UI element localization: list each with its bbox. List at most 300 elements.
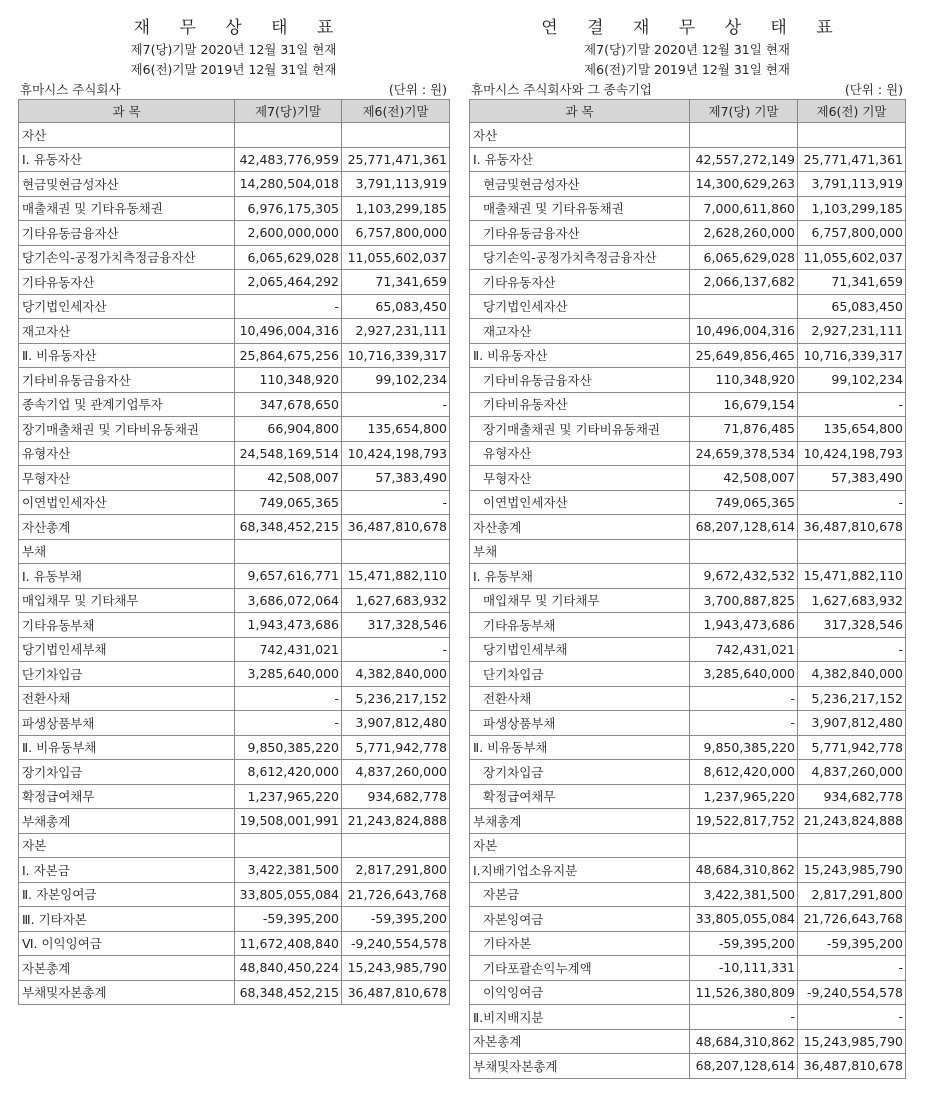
table-row — [19, 637, 450, 662]
account-cell: Ⅰ. 유동부채 — [470, 564, 690, 589]
account-cell: 기타유동자산 — [19, 270, 235, 295]
current-value-cell: -59,395,200 — [690, 931, 798, 956]
table-row — [470, 196, 906, 221]
account-cell: 당기법인세자산 — [19, 294, 235, 319]
current-value-cell: 16,679,154 — [690, 392, 798, 417]
table-row — [19, 147, 450, 172]
table-row — [19, 368, 450, 393]
separate-balance-sheet — [18, 0, 449, 1005]
table-row — [470, 833, 906, 858]
prior-value-cell: 36,487,810,678 — [342, 515, 450, 540]
prior-value-cell: 21,243,824,888 — [798, 809, 906, 834]
prior-value-cell: - — [798, 490, 906, 515]
prior-value-cell: 71,341,659 — [798, 270, 906, 295]
prior-value-cell: 3,907,812,480 — [342, 711, 450, 736]
table-row — [470, 931, 906, 956]
account-cell: 매출채권 및 기타유동채권 — [19, 196, 235, 221]
table-row — [470, 294, 906, 319]
current-value-cell: 3,422,381,500 — [235, 858, 342, 883]
table-row — [19, 539, 450, 564]
account-cell: Ⅵ. 이익잉여금 — [19, 931, 235, 956]
table-row — [470, 490, 906, 515]
account-cell: 전환사채 — [19, 686, 235, 711]
prior-value-cell: 15,243,985,790 — [798, 858, 906, 883]
current-value-cell: 9,850,385,220 — [235, 735, 342, 760]
current-value-cell: 749,065,365 — [690, 490, 798, 515]
prior-value-cell: 5,236,217,152 — [342, 686, 450, 711]
current-value-cell: 347,678,650 — [235, 392, 342, 417]
current-value-cell: 68,207,128,614 — [690, 515, 798, 540]
table-row — [470, 809, 906, 834]
current-value-cell: 2,066,137,682 — [690, 270, 798, 295]
prior-value-cell: 10,716,339,317 — [798, 343, 906, 368]
prior-value-cell: 1,103,299,185 — [342, 196, 450, 221]
current-value-cell: 10,496,004,316 — [690, 319, 798, 344]
account-cell: 부채총계 — [19, 809, 235, 834]
prior-value-cell: 25,771,471,361 — [798, 147, 906, 172]
table-row — [470, 1029, 906, 1054]
company-unit-line — [469, 81, 905, 99]
table-row — [19, 711, 450, 736]
current-value-cell — [235, 539, 342, 564]
current-value-cell: 68,207,128,614 — [690, 1054, 798, 1079]
table-row — [470, 956, 906, 981]
balance-table — [18, 99, 450, 1005]
current-value-cell: 6,065,629,028 — [690, 245, 798, 270]
prior-value-cell: 1,627,683,932 — [798, 588, 906, 613]
table-row — [470, 637, 906, 662]
current-value-cell: 24,548,169,514 — [235, 441, 342, 466]
account-cell: 기타자본 — [470, 931, 690, 956]
current-period: 제7(당)기말 2020년 12월 31일 현재 — [584, 42, 790, 57]
prior-value-cell: 71,341,659 — [342, 270, 450, 295]
table-row — [19, 784, 450, 809]
prior-value-cell: 6,757,800,000 — [342, 221, 450, 246]
current-value-cell: 2,628,260,000 — [690, 221, 798, 246]
balance-table — [469, 99, 906, 1079]
table-row — [19, 735, 450, 760]
current-value-cell — [235, 833, 342, 858]
prior-value-cell: 934,682,778 — [798, 784, 906, 809]
header-prior: 제6(전) 기말 — [798, 100, 906, 123]
prior-value-cell: 15,471,882,110 — [342, 564, 450, 589]
prior-value-cell: 3,791,113,919 — [798, 172, 906, 197]
table-row — [470, 270, 906, 295]
account-cell: 부채및자본총계 — [19, 980, 235, 1005]
account-cell: 장기차입금 — [19, 760, 235, 785]
account-cell: 재고자산 — [470, 319, 690, 344]
table-row — [470, 441, 906, 466]
statement-title: 연 결 재 무 상 태 표 — [541, 18, 845, 38]
current-value-cell: 11,672,408,840 — [235, 931, 342, 956]
current-value-cell: 6,065,629,028 — [235, 245, 342, 270]
table-row — [470, 466, 906, 491]
account-cell: 기타유동부채 — [19, 613, 235, 638]
prior-value-cell: 10,424,198,793 — [342, 441, 450, 466]
account-cell: 자본총계 — [19, 956, 235, 981]
table-row — [19, 564, 450, 589]
header-current: 제7(당)기말 — [235, 100, 342, 123]
table-row — [470, 711, 906, 736]
account-cell: 파생상품부채 — [19, 711, 235, 736]
table-row — [19, 466, 450, 491]
prior-value-cell: 5,771,942,778 — [342, 735, 450, 760]
account-cell: Ⅱ. 비유동부채 — [470, 735, 690, 760]
account-cell: 매입채무 및 기타채무 — [19, 588, 235, 613]
prior-value-cell — [342, 123, 450, 148]
current-value-cell: 110,348,920 — [235, 368, 342, 393]
table-row — [470, 662, 906, 687]
account-cell: 자산 — [19, 123, 235, 148]
current-value-cell: 48,684,310,862 — [690, 1029, 798, 1054]
current-value-cell: 749,065,365 — [235, 490, 342, 515]
prior-value-cell: 36,487,810,678 — [798, 1054, 906, 1079]
account-cell: 파생상품부채 — [470, 711, 690, 736]
current-value-cell: 42,483,776,959 — [235, 147, 342, 172]
account-cell: 장기차입금 — [470, 760, 690, 785]
prior-value-cell: 57,383,490 — [342, 466, 450, 491]
account-cell: 부채및자본총계 — [470, 1054, 690, 1079]
table-row — [470, 784, 906, 809]
prior-value-cell: 3,791,113,919 — [342, 172, 450, 197]
account-cell: 기타유동금융자산 — [19, 221, 235, 246]
current-value-cell: 6,976,175,305 — [235, 196, 342, 221]
account-cell: Ⅰ. 유동자산 — [470, 147, 690, 172]
table-row — [19, 809, 450, 834]
table-body — [19, 123, 450, 1005]
table-row — [19, 417, 450, 442]
current-value-cell: 3,285,640,000 — [235, 662, 342, 687]
table-row — [19, 270, 450, 295]
prior-value-cell: - — [798, 392, 906, 417]
current-value-cell — [690, 294, 798, 319]
table-row — [470, 539, 906, 564]
prior-value-cell: 4,382,840,000 — [342, 662, 450, 687]
prior-value-cell: - — [798, 956, 906, 981]
account-cell: 자산 — [470, 123, 690, 148]
current-period: 제7(당)기말 2020년 12월 31일 현재 — [130, 42, 337, 57]
current-value-cell: 8,612,420,000 — [690, 760, 798, 785]
table-row — [470, 368, 906, 393]
prior-value-cell: 4,837,260,000 — [798, 760, 906, 785]
current-value-cell: 48,684,310,862 — [690, 858, 798, 883]
account-cell: 기타유동자산 — [470, 270, 690, 295]
table-row — [19, 172, 450, 197]
current-value-cell: 42,508,007 — [235, 466, 342, 491]
current-value-cell: - — [235, 711, 342, 736]
prior-value-cell: 21,726,643,768 — [342, 882, 450, 907]
account-cell: 전환사채 — [470, 686, 690, 711]
prior-value-cell — [798, 539, 906, 564]
table-row — [470, 319, 906, 344]
prior-value-cell: - — [798, 637, 906, 662]
prior-value-cell: - — [798, 1005, 906, 1030]
header-row — [19, 100, 450, 123]
current-value-cell: 33,805,055,084 — [690, 907, 798, 932]
table-row — [19, 882, 450, 907]
prior-value-cell: 4,382,840,000 — [798, 662, 906, 687]
account-cell: 자본 — [470, 833, 690, 858]
account-cell: 이연법인세자산 — [19, 490, 235, 515]
prior-value-cell: 5,236,217,152 — [798, 686, 906, 711]
current-value-cell: 33,805,055,084 — [235, 882, 342, 907]
header-current: 제7(당) 기말 — [690, 100, 798, 123]
table-row — [470, 245, 906, 270]
prior-value-cell: -59,395,200 — [798, 931, 906, 956]
account-cell: Ⅱ. 비유동자산 — [470, 343, 690, 368]
prior-value-cell: 2,927,231,111 — [798, 319, 906, 344]
account-cell: 무형자산 — [19, 466, 235, 491]
company-unit-line — [18, 81, 449, 99]
current-value-cell: 14,280,504,018 — [235, 172, 342, 197]
header-prior: 제6(전)기말 — [342, 100, 450, 123]
prior-value-cell — [798, 123, 906, 148]
current-value-cell: 11,526,380,809 — [690, 980, 798, 1005]
prior-value-cell: 10,424,198,793 — [798, 441, 906, 466]
account-cell: 당기손익-공정가치측정금융자산 — [19, 245, 235, 270]
table-row — [19, 319, 450, 344]
account-cell: 자본 — [19, 833, 235, 858]
table-row — [19, 294, 450, 319]
table-row — [19, 833, 450, 858]
account-cell: 기타비유동자산 — [470, 392, 690, 417]
table-row — [19, 980, 450, 1005]
current-value-cell: -59,395,200 — [235, 907, 342, 932]
table-row — [470, 858, 906, 883]
account-cell: 부채 — [470, 539, 690, 564]
current-value-cell: 3,700,887,825 — [690, 588, 798, 613]
current-value-cell: 1,237,965,220 — [235, 784, 342, 809]
prior-value-cell — [342, 833, 450, 858]
current-value-cell: - — [690, 1005, 798, 1030]
account-cell: 매출채권 및 기타유동채권 — [470, 196, 690, 221]
account-cell: 자본총계 — [470, 1029, 690, 1054]
account-cell: Ⅰ. 유동자산 — [19, 147, 235, 172]
table-row — [470, 172, 906, 197]
current-value-cell: 7,000,611,860 — [690, 196, 798, 221]
prior-value-cell: 15,243,985,790 — [342, 956, 450, 981]
prior-value-cell: 135,654,800 — [798, 417, 906, 442]
current-value-cell: 2,065,464,292 — [235, 270, 342, 295]
table-row — [19, 245, 450, 270]
prior-value-cell: - — [342, 392, 450, 417]
prior-value-cell: 11,055,602,037 — [342, 245, 450, 270]
current-value-cell: 14,300,629,263 — [690, 172, 798, 197]
account-cell: 자산총계 — [19, 515, 235, 540]
statement-title: 재 무 상 태 표 — [133, 18, 346, 38]
current-value-cell: 24,659,378,534 — [690, 441, 798, 466]
current-value-cell — [690, 833, 798, 858]
account-cell: Ⅰ.지배기업소유지분 — [470, 858, 690, 883]
prior-value-cell: 2,927,231,111 — [342, 319, 450, 344]
table-row — [19, 907, 450, 932]
table-body — [470, 123, 906, 1079]
current-value-cell — [690, 123, 798, 148]
current-value-cell: 25,649,856,465 — [690, 343, 798, 368]
current-value-cell: 9,672,432,532 — [690, 564, 798, 589]
table-row — [19, 221, 450, 246]
current-value-cell: - — [690, 686, 798, 711]
table-row — [470, 980, 906, 1005]
prior-value-cell: 65,083,450 — [798, 294, 906, 319]
current-value-cell: 742,431,021 — [690, 637, 798, 662]
table-row — [470, 882, 906, 907]
table-row — [19, 931, 450, 956]
account-cell: Ⅱ. 비유동부채 — [19, 735, 235, 760]
account-cell: 현금및현금성자산 — [470, 172, 690, 197]
table-row — [470, 588, 906, 613]
account-cell: 당기법인세부채 — [19, 637, 235, 662]
prior-value-cell: 2,817,291,800 — [798, 882, 906, 907]
account-cell: 자산총계 — [470, 515, 690, 540]
table-row — [19, 490, 450, 515]
prior-value-cell: 4,837,260,000 — [342, 760, 450, 785]
current-value-cell — [235, 123, 342, 148]
prior-value-cell: 36,487,810,678 — [342, 980, 450, 1005]
prior-value-cell: 99,102,234 — [798, 368, 906, 393]
current-value-cell: 2,600,000,000 — [235, 221, 342, 246]
table-row — [470, 735, 906, 760]
current-value-cell: 48,840,450,224 — [235, 956, 342, 981]
current-value-cell: - — [235, 294, 342, 319]
consolidated-balance-sheet — [469, 0, 905, 1079]
prior-value-cell: 15,471,882,110 — [798, 564, 906, 589]
prior-value-cell: - — [342, 490, 450, 515]
table-row — [470, 760, 906, 785]
prior-value-cell: 934,682,778 — [342, 784, 450, 809]
table-row — [470, 417, 906, 442]
current-value-cell: 66,904,800 — [235, 417, 342, 442]
current-value-cell: 19,522,817,752 — [690, 809, 798, 834]
table-row — [19, 662, 450, 687]
current-value-cell: 9,850,385,220 — [690, 735, 798, 760]
account-cell: 기타포괄손익누계액 — [470, 956, 690, 981]
prior-value-cell: 2,817,291,800 — [342, 858, 450, 883]
prior-value-cell: -9,240,554,578 — [342, 931, 450, 956]
table-row — [470, 1005, 906, 1030]
account-cell: 당기손익-공정가치측정금융자산 — [470, 245, 690, 270]
current-value-cell: 1,943,473,686 — [235, 613, 342, 638]
account-cell: 부채총계 — [470, 809, 690, 834]
current-value-cell: 3,422,381,500 — [690, 882, 798, 907]
current-value-cell: 8,612,420,000 — [235, 760, 342, 785]
header-row — [470, 100, 906, 123]
current-value-cell: 68,348,452,215 — [235, 980, 342, 1005]
account-cell: 유형자산 — [470, 441, 690, 466]
table-row — [470, 613, 906, 638]
table-row — [470, 147, 906, 172]
prior-value-cell: 1,627,683,932 — [342, 588, 450, 613]
account-cell: 확정급여채무 — [470, 784, 690, 809]
table-row — [19, 588, 450, 613]
prior-value-cell: 10,716,339,317 — [342, 343, 450, 368]
account-cell: 자본금 — [470, 882, 690, 907]
table-row — [470, 392, 906, 417]
prior-value-cell: 21,243,824,888 — [342, 809, 450, 834]
prior-value-cell: 11,055,602,037 — [798, 245, 906, 270]
current-value-cell: 68,348,452,215 — [235, 515, 342, 540]
prior-value-cell: 6,757,800,000 — [798, 221, 906, 246]
prior-value-cell: 1,103,299,185 — [798, 196, 906, 221]
account-cell: 이익잉여금 — [470, 980, 690, 1005]
current-value-cell: 42,508,007 — [690, 466, 798, 491]
account-cell: 현금및현금성자산 — [19, 172, 235, 197]
account-cell: 당기법인세자산 — [470, 294, 690, 319]
prior-value-cell: -9,240,554,578 — [798, 980, 906, 1005]
prior-value-cell: - — [342, 637, 450, 662]
account-cell: 재고자산 — [19, 319, 235, 344]
current-value-cell: 71,876,485 — [690, 417, 798, 442]
table-row — [470, 123, 906, 148]
company-name: 휴마시스 주식회사 — [20, 82, 121, 97]
current-value-cell: - — [690, 711, 798, 736]
unit-label: (단위 : 원) — [388, 82, 447, 97]
current-value-cell: 1,237,965,220 — [690, 784, 798, 809]
prior-value-cell — [798, 833, 906, 858]
account-cell: 장기매출채권 및 기타비유동채권 — [470, 417, 690, 442]
account-cell: 이연법인세자산 — [470, 490, 690, 515]
prior-value-cell: 57,383,490 — [798, 466, 906, 491]
table-row — [19, 392, 450, 417]
table-row — [19, 858, 450, 883]
prior-value-cell: 3,907,812,480 — [798, 711, 906, 736]
account-cell: 부채 — [19, 539, 235, 564]
table-row — [19, 686, 450, 711]
table-row — [19, 196, 450, 221]
current-value-cell: 3,285,640,000 — [690, 662, 798, 687]
prior-value-cell: 5,771,942,778 — [798, 735, 906, 760]
table-row — [19, 343, 450, 368]
account-cell: 유형자산 — [19, 441, 235, 466]
prior-value-cell: 36,487,810,678 — [798, 515, 906, 540]
table-row — [19, 123, 450, 148]
prior-value-cell: 65,083,450 — [342, 294, 450, 319]
account-cell: Ⅱ. 비유동자산 — [19, 343, 235, 368]
prior-value-cell: 317,328,546 — [342, 613, 450, 638]
table-row — [19, 613, 450, 638]
current-value-cell: 42,557,272,149 — [690, 147, 798, 172]
table-row — [19, 956, 450, 981]
account-cell: Ⅰ. 유동부채 — [19, 564, 235, 589]
current-value-cell: 742,431,021 — [235, 637, 342, 662]
table-row — [470, 564, 906, 589]
current-value-cell: - — [235, 686, 342, 711]
current-value-cell: 110,348,920 — [690, 368, 798, 393]
prior-value-cell: 317,328,546 — [798, 613, 906, 638]
current-value-cell: 10,496,004,316 — [235, 319, 342, 344]
current-value-cell: 25,864,675,256 — [235, 343, 342, 368]
account-cell: 종속기업 및 관계기업투자 — [19, 392, 235, 417]
account-cell: Ⅱ. 자본잉여금 — [19, 882, 235, 907]
prior-value-cell: 99,102,234 — [342, 368, 450, 393]
table-row — [19, 441, 450, 466]
prior-value-cell: -59,395,200 — [342, 907, 450, 932]
current-value-cell: -10,111,331 — [690, 956, 798, 981]
account-cell: 확정급여채무 — [19, 784, 235, 809]
header-account: 과 목 — [470, 100, 690, 123]
current-value-cell — [690, 539, 798, 564]
header-account: 과 목 — [19, 100, 235, 123]
account-cell: Ⅱ.비지배지분 — [470, 1005, 690, 1030]
unit-label: (단위 : 원) — [844, 82, 903, 97]
account-cell: 단기차입금 — [470, 662, 690, 687]
prior-value-cell — [342, 539, 450, 564]
table-row — [470, 515, 906, 540]
account-cell: 자본잉여금 — [470, 907, 690, 932]
account-cell: 매입채무 및 기타채무 — [470, 588, 690, 613]
table-row — [19, 515, 450, 540]
current-value-cell: 1,943,473,686 — [690, 613, 798, 638]
